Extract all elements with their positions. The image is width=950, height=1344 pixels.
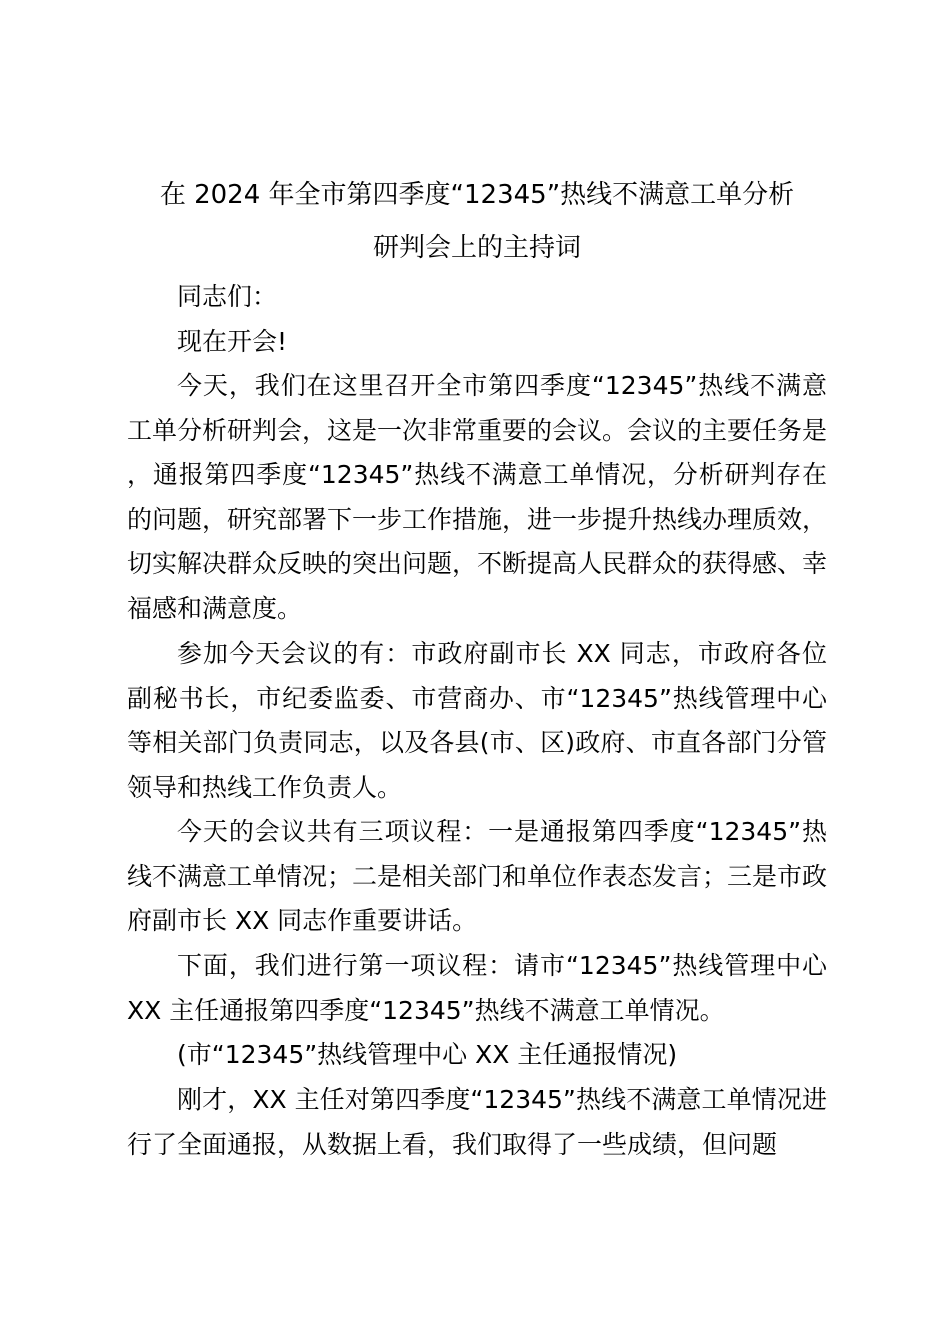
paragraph-report-note: (市“12345”热线管理中心 XX 主任通报情况): [177, 1040, 678, 1069]
document-title-line-2: 研判会上的主持词: [372, 233, 581, 263]
paragraph-attendees: 参加今天会议的有：市政府副市长 XX 同志，市政府各位副秘书长，市纪委监委、市营商办、市“12345”热线管理中心等相关部门负责同志，以及各县(市、区)政府、市直各部门分管领导和热线工作负责人。: [127, 639, 827, 802]
paragraph-opening: 现在开会!: [177, 327, 288, 356]
paragraph-first-item: 下面，我们进行第一项议程：请市“12345”热线管理中心 XX 主任通报第四季度“12345”热线不满意工单情况。: [127, 951, 827, 1025]
paragraph-greeting: 同志们：: [177, 282, 278, 311]
paragraph-agenda: 今天的会议共有三项议程：一是通报第四季度“12345”热线不满意工单情况；二是相关部门和单位作表态发言；三是市政府副市长 XX 同志作重要讲话。: [127, 817, 828, 935]
paragraph-purpose: 今天，我们在这里召开全市第四季度“12345”热线不满意工单分析研判会，这是一次非常重要的会议。会议的主要任务是，通报第四季度“12345”热线不满意工单情况，分析研判存在的问题，研究部署下一步工作措施，进一步提升热线办理质效，切实解决群众反映的突出问题，不断提高人民群众的获得感、幸福感和满意度。: [127, 371, 828, 623]
paragraph-summary: 刚才，XX 主任对第四季度“12345”热线不满意工单情况进行了全面通报，从数据上看，我们取得了一些成绩，但问题: [127, 1085, 827, 1159]
document-title-line-1: 在 2024 年全市第四季度“12345”热线不满意工单分析: [159, 180, 795, 210]
